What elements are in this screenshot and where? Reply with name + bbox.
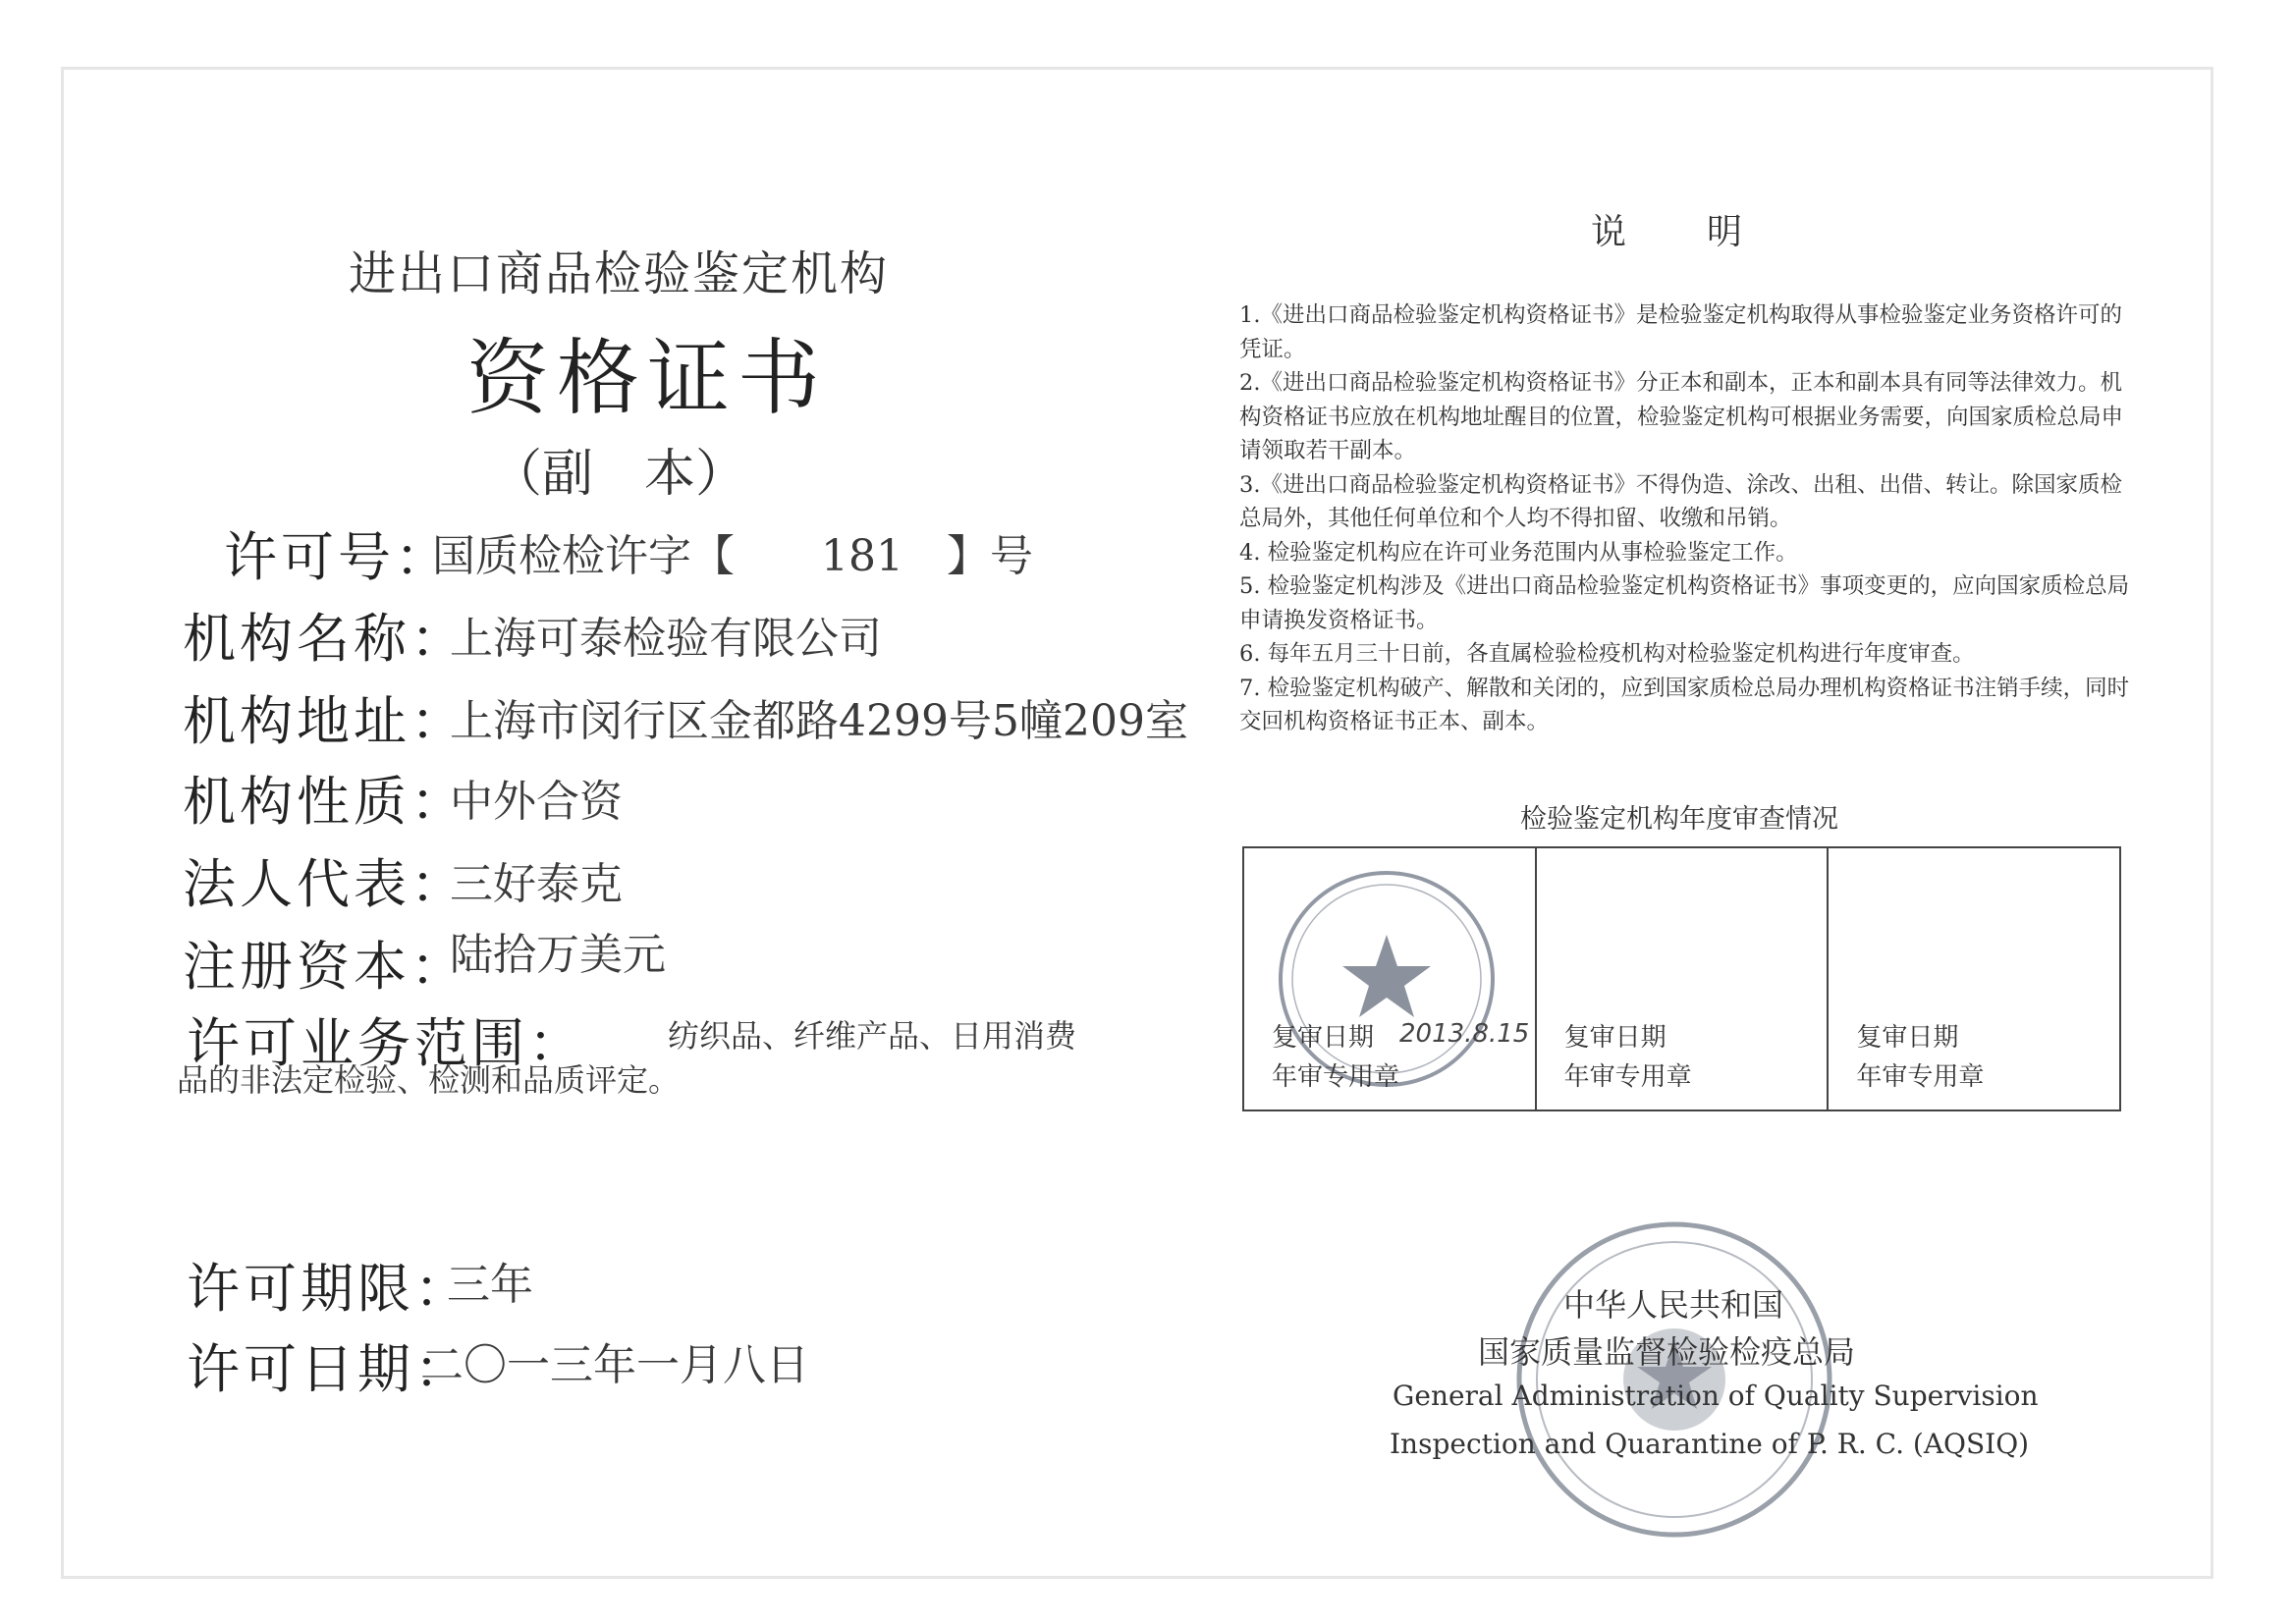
permit-no-value: 国质检检许字【 181 】号 [432, 531, 1033, 581]
annual-review-table [1242, 846, 2121, 1111]
note-item: 3.《进出口商品检验鉴定机构资格证书》不得伪造、涂改、出租、出借、转让。除国家质检总局外，其他任何单位和个人均不得扣留、收缴和吊销。 [1239, 471, 2122, 531]
note-item: 7. 检验鉴定机构破产、解散和关闭的，应到国家质检总局办理机构资格证书注销手续，同时交回机构资格证书正本、副本。 [1239, 675, 2130, 734]
scope-value-line2: 品的非法定检验、检测和品质评定。 [177, 1061, 681, 1099]
review-cell [1244, 848, 1537, 1110]
copy-label: （副 本） [491, 445, 747, 504]
review-date-label: 复审日期 [1272, 1023, 1375, 1053]
issuer-agency-en-line1: General Administration of Quality Supervision [1393, 1380, 2039, 1412]
org-name-value: 上海可泰检验有限公司 [450, 614, 882, 664]
scope-value-line1: 纺织品、纤维产品、日用消费 [668, 1017, 1077, 1055]
legal-rep-value: 三好泰克 [450, 859, 623, 909]
review-date-label: 复审日期 [1563, 1023, 1667, 1053]
notes-heading: 说明 [1591, 212, 1824, 252]
review-seal-label: 年审专用章 [1563, 1062, 1692, 1092]
org-address-label: 机构地址： [183, 690, 467, 752]
org-address-value: 上海市闵行区金都路4299号5幢209室 [450, 696, 1188, 746]
issuer-agency-en-line2: Inspection and Quarantine of P. R. C. (AQSIQ) [1390, 1428, 2030, 1460]
note-item: 4. 检验鉴定机构应在许可业务范围内从事检验鉴定工作。 [1239, 539, 1798, 566]
date-value: 二〇一三年一月八日 [420, 1340, 809, 1390]
legal-rep-label: 法人代表： [183, 853, 467, 915]
certificate-title: 资格证书 [466, 330, 829, 426]
note-item: 5. 检验鉴定机构涉及《进出口商品检验鉴定机构资格证书》事项变更的，应向国家质检总局申请换发资格证书。 [1239, 573, 2130, 633]
org-type-heading: 进出口商品检验鉴定机构 [349, 246, 890, 301]
date-label: 许可日期： [187, 1338, 471, 1400]
term-label: 许可期限： [187, 1258, 471, 1320]
scope-label: 许可业务范围： [187, 1012, 585, 1074]
note-item: 1.《进出口商品检验鉴定机构资格证书》是检验鉴定机构取得从事检验鉴定业务资格许可的凭证。 [1239, 302, 2122, 362]
org-nature-value: 中外合资 [450, 777, 623, 827]
org-nature-label: 机构性质： [183, 771, 467, 833]
capital-value: 陆拾万美元 [450, 930, 666, 980]
review-seal-label: 年审专用章 [1856, 1062, 1985, 1092]
review-cell [1537, 848, 1830, 1110]
note-item: 2.《进出口商品检验鉴定机构资格证书》分正本和副本，正本和副本具有同等法律效力。机构资格证书应放在机构地址醒目的位置，检验鉴定机构可根据业务需要，向国家质检总局申请领取若干副本。 [1239, 370, 2124, 463]
issuer-agency-cn: 国家质量监督检验检疫总局 [1478, 1333, 1856, 1371]
capital-label: 注册资本： [183, 936, 467, 998]
notes-list [1239, 298, 2133, 739]
review-date-label: 复审日期 [1856, 1023, 1959, 1053]
note-item: 6. 每年五月三十日前，各直属检验检疫机构对检验鉴定机构进行年度审查。 [1239, 641, 1975, 667]
term-value: 三年 [447, 1260, 533, 1310]
issuer-country: 中华人民共和国 [1563, 1286, 1784, 1324]
annual-review-title: 检验鉴定机构年度审查情况 [1520, 804, 1838, 835]
review-seal-label: 年审专用章 [1272, 1062, 1400, 1092]
org-name-label: 机构名称： [183, 608, 467, 670]
review-cell [1829, 848, 2119, 1110]
permit-no-label: 许可号： [224, 526, 452, 588]
review-written-date: 2013.8.15 [1399, 1019, 1530, 1049]
